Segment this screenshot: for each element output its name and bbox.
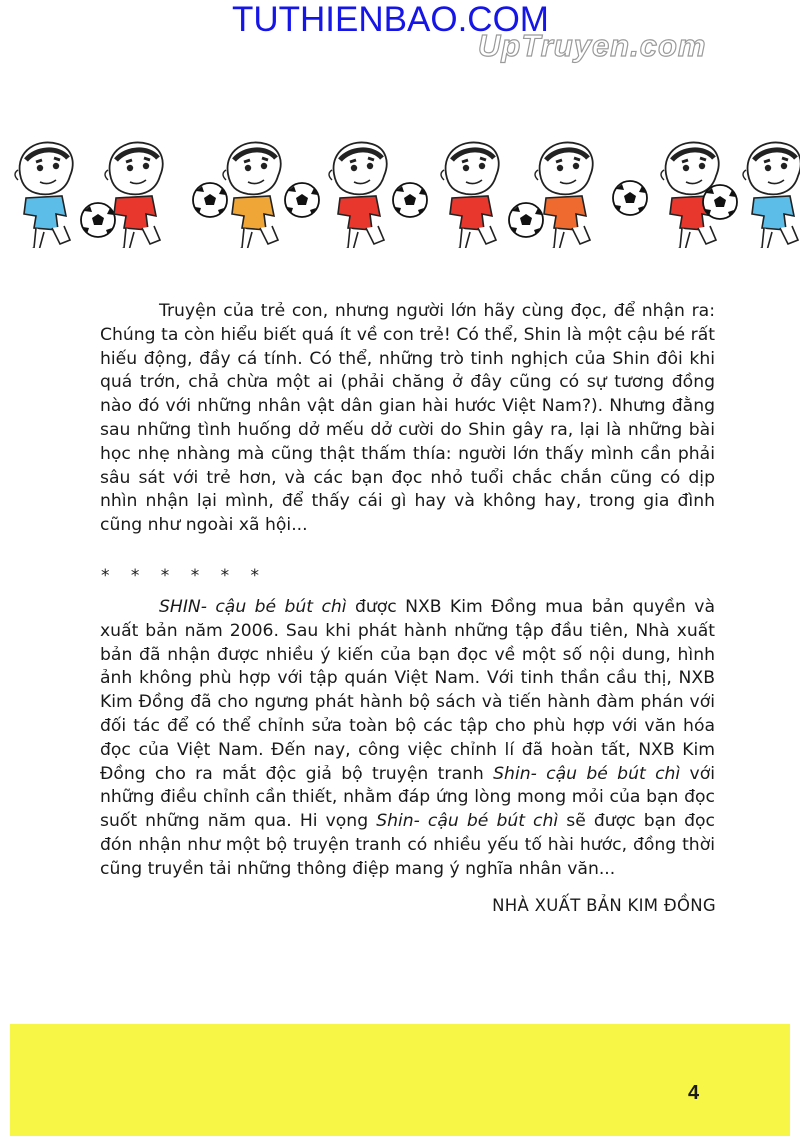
note-text-2: với những điều chỉnh cần thiết, nhằm đáp ứng lòng mong mỏi của bạn đọc suốt những năm qua. Hi vọng xyxy=(100,763,715,832)
section-separator: * * * * * * xyxy=(101,566,268,586)
ball-3 xyxy=(285,183,319,217)
ball-7 xyxy=(703,185,737,219)
kid-8 xyxy=(743,142,800,248)
book-title: Shin- cậu bé bút chì xyxy=(376,811,559,832)
ball-5 xyxy=(509,203,543,237)
kid-5 xyxy=(441,142,499,248)
ball-2 xyxy=(193,183,227,217)
note-text-1: được NXB Kim Đồng mua bản quyền và xuất bản năm 2006. Sau khi phát hành những tập đầu tiên, Nhà xuất bản đã nhận được nhiều ý kiến của bạn đọc về một số nội dung, hình ảnh không phù hợp với tập quán Việt Nam. Với tinh thần cầu thị, NXB Kim Đồng đã cho ngưng phát hành bộ sách và tiến hành đàm phán với đối tác để có thể chỉnh sửa toàn bộ các tập cho phù hợp với văn hóa đọc của Việt Nam. Đến nay, công việc chỉnh lí đã hoàn tất, NXB Kim Đồng cho ra mắt độc giả bộ truyện tranh xyxy=(100,597,715,784)
note-text-3: sẽ được bạn đọc đón nhận như một bộ truyện tranh có nhiều yếu tố hài hước, đồng thời cũng truyền tải những thông điệp mang ý nghĩa nhân văn... xyxy=(100,811,715,879)
intro-paragraph: Truyện của trẻ con, nhưng người lớn hãy cùng đọc, để nhận ra: Chúng ta còn hiểu biết quá ít về con trẻ! Có thể, Shin là một cậu bé rất hiếu động, đầy cá tính. Có thể, những trò tinh nghịch của Shin đôi khi quá trớn, chả chừa một ai (phải chăng ở đây cũng có sự tương đồng nào đó với những nhân vật dân gian hài hước Việt Nam?). Nhưng đằng sau những tình huống dở mếu dở cười do Shin gây ra, lại là những bài học nhẹ nhàng mà cũng thật thấm thía: người lớn thấy mình cần phải sâu sát với trẻ hơn, và các bạn đọc nhỏ tuổi chắc chắn cũng có dịp nhìn nhận lại mình, để thấy cái gì hay và không hay, trong gia đình cũng như ngoài xã hội... xyxy=(100,301,715,536)
page-number: 4 xyxy=(688,1082,700,1104)
kid-6 xyxy=(535,142,593,248)
kid-1 xyxy=(15,142,73,248)
ball-6 xyxy=(613,181,647,215)
watermark-site-name: TUTHIENBAO.COM xyxy=(232,0,549,39)
ball-4 xyxy=(393,183,427,217)
book-title: SHIN- cậu bé bút chì xyxy=(159,597,347,617)
footer-yellow-band xyxy=(10,1024,790,1136)
ball-1 xyxy=(81,203,115,237)
kid-3 xyxy=(223,142,281,248)
publisher-signature: NHÀ XUẤT BẢN KIM ĐỒNG xyxy=(492,896,716,915)
watermark-uptruyen: UpTruyen.com xyxy=(478,28,707,63)
kid-2 xyxy=(105,142,163,248)
book-title: Shin- cậu bé bút chì xyxy=(493,763,681,784)
shin-soccer-banner xyxy=(0,118,800,248)
kid-4 xyxy=(329,142,387,248)
publisher-note-paragraph xyxy=(100,596,715,882)
